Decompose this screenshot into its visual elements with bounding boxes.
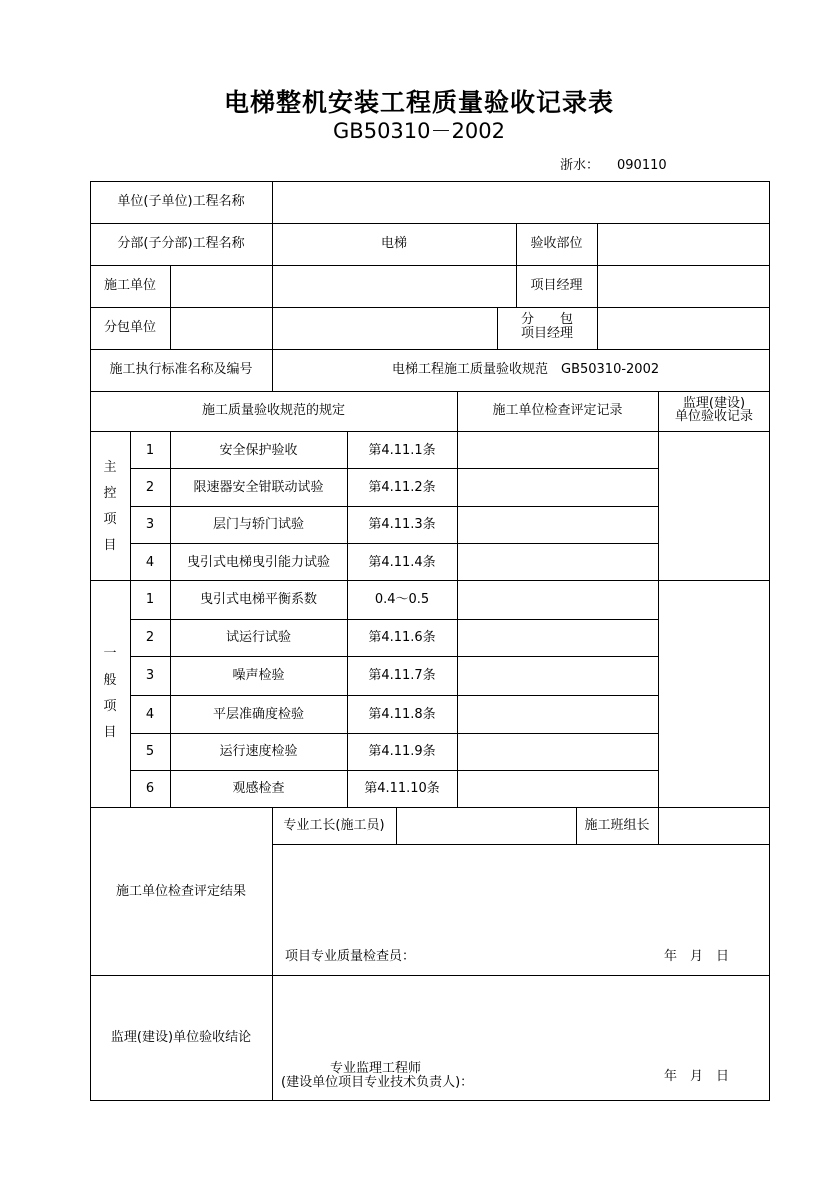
item-number: 1 [145, 443, 155, 458]
item-name: 曳引式电梯曳引能力试验 [186, 555, 330, 570]
construction-record-cell[interactable] [460, 583, 655, 616]
row-divider [130, 656, 659, 657]
sub-manager-label-line2: 项目经理 [520, 326, 573, 341]
column-divider [457, 391, 458, 807]
item-name: 试运行试验 [225, 630, 291, 645]
row-divider [130, 506, 659, 507]
main-label-char: 项 [103, 512, 117, 527]
item-number: 2 [145, 630, 155, 645]
row-divider [90, 431, 770, 432]
general-label-char: 一 [103, 646, 117, 661]
subcontract-unit-field[interactable] [174, 320, 494, 336]
item-number: 2 [145, 480, 155, 495]
item-name: 安全保护验收 [219, 443, 298, 458]
unit-project-name-field[interactable] [275, 194, 767, 210]
item-name: 噪声检验 [232, 668, 285, 683]
row-divider [90, 807, 770, 808]
standard-label: 施工执行标准名称及编号 [109, 362, 253, 377]
item-clause: 第4.11.4条 [368, 555, 436, 570]
row-divider [272, 844, 770, 845]
sub-manager-field[interactable] [600, 320, 766, 336]
column-divider [272, 349, 273, 391]
item-clause: 第4.11.2条 [368, 480, 436, 495]
column-divider [597, 223, 598, 349]
item-number: 3 [145, 517, 155, 532]
construction-record-column-header: 施工单位检查评定记录 [492, 403, 623, 418]
item-clause: 第4.11.7条 [368, 668, 436, 683]
date-2: 年 月 日 [664, 1069, 730, 1084]
row-divider [90, 580, 770, 581]
column-divider [396, 807, 397, 844]
unit-project-name-label: 单位(子单位)工程名称 [117, 194, 245, 209]
construction-result-field[interactable] [276, 848, 766, 938]
row-divider [130, 733, 659, 734]
construction-record-cell[interactable] [460, 659, 655, 692]
supervision-conclusion-label: 监理(建设)单位验收结论 [110, 1030, 252, 1045]
row-divider [130, 468, 659, 469]
row-divider [90, 307, 770, 308]
supervision-column-header-line1: 监理(建设) [682, 396, 746, 411]
item-clause: 第4.11.9条 [368, 744, 436, 759]
construction-record-cell[interactable] [460, 434, 655, 466]
construction-record-cell[interactable] [460, 622, 655, 654]
item-name: 限速器安全钳联动试验 [193, 480, 324, 495]
standard-value: 电梯工程施工质量验收规范 GB50310-2002 [392, 362, 660, 377]
item-number: 3 [145, 668, 155, 683]
item-name: 曳引式电梯平衡系数 [199, 592, 317, 607]
quality-inspector-label: 项目专业质量检查员： [285, 949, 416, 964]
main-label-char: 主 [103, 460, 117, 475]
item-clause: 0.4～0.5 [374, 592, 430, 607]
item-clause: 第4.11.6条 [368, 630, 436, 645]
column-divider [272, 807, 273, 1101]
construction-record-cell[interactable] [460, 773, 655, 805]
construction-record-cell[interactable] [460, 698, 655, 730]
construction-unit-label: 施工单位 [104, 278, 157, 293]
supervisor-label: 专业监理工程师 [330, 1061, 422, 1076]
serial-number [560, 158, 667, 174]
construction-record-cell[interactable] [460, 546, 655, 578]
row-divider [130, 770, 659, 771]
acceptance-part-label: 验收部位 [530, 236, 583, 251]
row-divider [90, 223, 770, 224]
owner-rep-label: (建设单位项目专业技术负责人)： [281, 1075, 474, 1090]
project-manager-field[interactable] [600, 278, 766, 294]
standard-code: GB50310－2002 [333, 119, 505, 143]
serial-value: 090110 [617, 158, 667, 173]
item-clause: 第4.11.10条 [364, 781, 440, 796]
item-name: 平层准确度检验 [212, 707, 304, 722]
general-label-char: 目 [103, 725, 117, 740]
date-1: 年 月 日 [664, 949, 730, 964]
project-manager-label: 项目经理 [530, 278, 583, 293]
construction-record-cell[interactable] [460, 736, 655, 768]
item-clause: 第4.11.1条 [368, 443, 436, 458]
item-name: 运行速度检验 [219, 744, 298, 759]
main-label-char: 目 [103, 538, 117, 553]
item-number: 4 [145, 555, 155, 570]
item-number: 5 [145, 744, 155, 759]
general-label-char: 项 [103, 699, 117, 714]
construction-result-label: 施工单位检查评定结果 [115, 884, 246, 899]
supervision-record-cell[interactable] [661, 434, 767, 577]
row-divider [90, 349, 770, 350]
row-divider [130, 695, 659, 696]
sub-manager-label-line1: 分 包 [520, 312, 573, 327]
row-divider [90, 265, 770, 266]
serial-label: 浙水： [560, 158, 600, 173]
supervision-record-cell[interactable] [661, 583, 767, 805]
team-leader-label: 施工班组长 [584, 818, 650, 833]
foreman-label: 专业工长(施工员) [283, 818, 385, 833]
construction-unit-field[interactable] [174, 278, 512, 294]
general-label-char: 般 [103, 673, 117, 688]
row-divider [130, 543, 659, 544]
supervision-conclusion-field[interactable] [276, 979, 766, 1057]
acceptance-part-field[interactable] [600, 236, 766, 252]
item-clause: 第4.11.3条 [368, 517, 436, 532]
main-label-char: 控 [103, 486, 117, 501]
row-divider [90, 975, 770, 976]
item-number: 1 [145, 592, 155, 607]
item-name: 层门与轿门试验 [212, 517, 304, 532]
form-title: 电梯整机安装工程质量验收记录表 [223, 88, 614, 117]
supervision-column-header-line2: 单位验收记录 [674, 409, 753, 424]
sub-project-name-label: 分部(子分部)工程名称 [117, 236, 245, 251]
item-clause: 第4.11.8条 [368, 707, 436, 722]
subcontract-unit-label: 分包单位 [104, 320, 157, 335]
team-leader-field[interactable] [661, 818, 767, 834]
column-divider [658, 391, 659, 807]
spec-column-header: 施工质量验收规范的规定 [201, 403, 345, 418]
item-name: 观感检查 [232, 781, 285, 796]
column-divider [170, 265, 171, 349]
construction-record-cell[interactable] [460, 471, 655, 503]
item-number: 6 [145, 781, 155, 796]
construction-record-cell[interactable] [460, 509, 655, 541]
row-divider [90, 391, 770, 392]
column-divider [658, 807, 659, 844]
foreman-field[interactable] [399, 818, 573, 834]
item-number: 4 [145, 707, 155, 722]
sub-project-name-value[interactable]: 电梯 [380, 236, 407, 251]
row-divider [130, 619, 659, 620]
